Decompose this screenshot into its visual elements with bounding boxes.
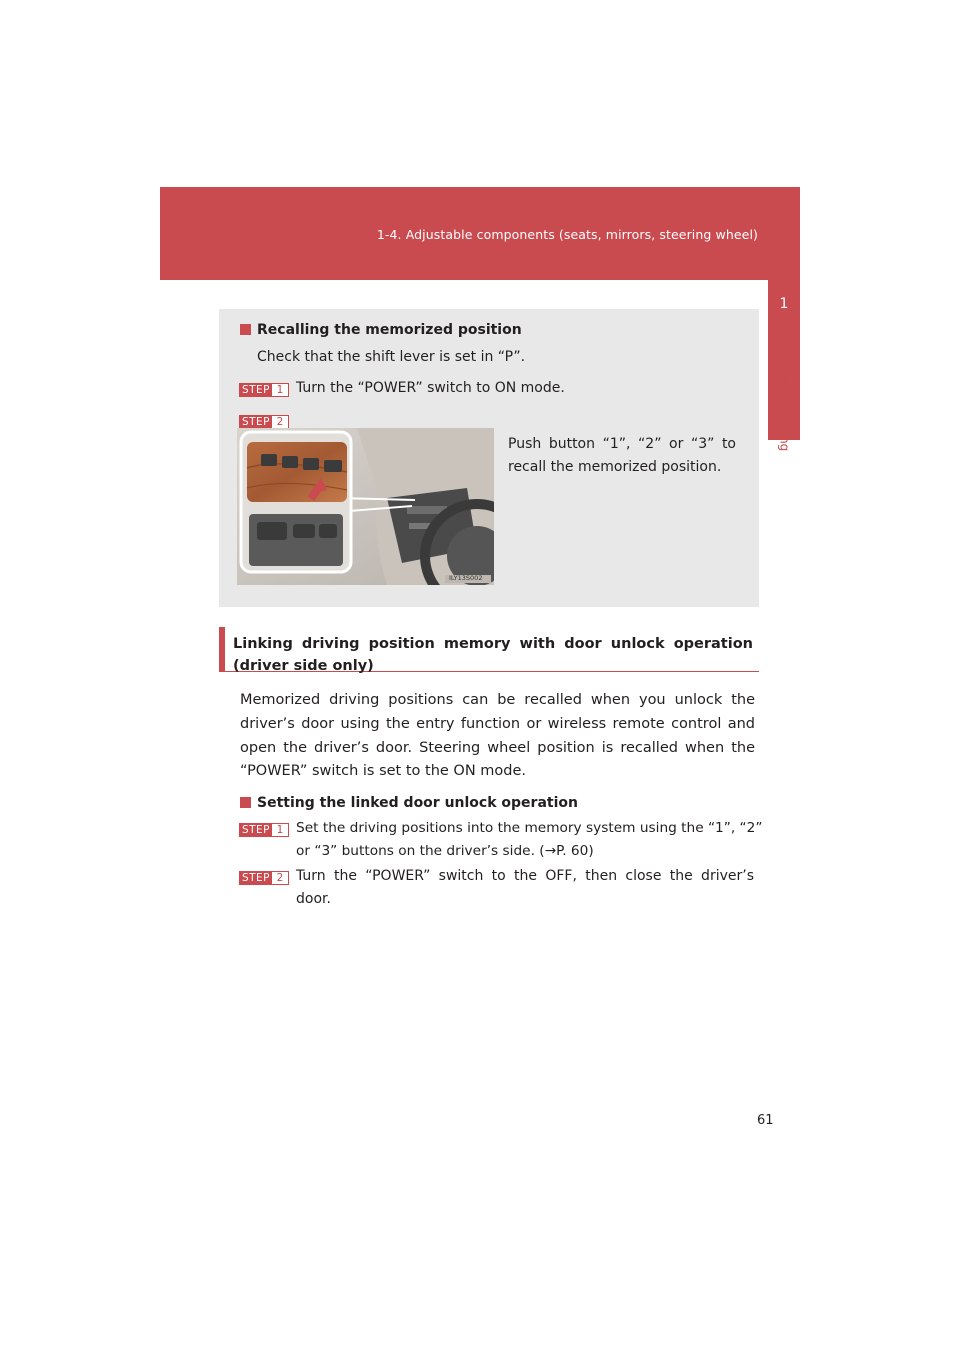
linking-paragraph: Memorized driving positions can be recalled when you unlock the driver’s door using the entry function or wireless remote control and open the driver’s door. Steering wheel position is recalled when the “POWER” switch is set to the ON mode.	[240, 692, 755, 780]
recall-heading	[240, 322, 522, 338]
linking-step1-line1: Set the driving positions into the memory system using the “1”, “2”	[296, 820, 763, 836]
page-number: 61	[757, 1113, 774, 1128]
recall-step1-text: Turn the “POWER” switch to ON mode.	[296, 380, 565, 396]
section-title: 1-4. Adjustable components (seats, mirrors, steering wheel)	[376, 227, 758, 242]
memory-buttons-illustration	[237, 428, 494, 585]
step-badge-label: STEP	[241, 872, 271, 884]
linking-section-heading: Linking driving position memory with door unlock operation (driver side only)	[219, 627, 759, 672]
chapter-label: Before driving	[777, 366, 791, 452]
step-badge-label: STEP	[241, 824, 271, 836]
chapter-label-wrap	[772, 366, 796, 452]
linking-step1-line2: or “3” buttons on the driver’s side. (→P. 60)	[296, 843, 594, 859]
linking-subheading	[240, 795, 578, 811]
step-badge-label: STEP	[241, 416, 271, 428]
door-panel-drawing	[237, 428, 494, 585]
step-badge-number: 2	[276, 872, 284, 884]
step-badge	[239, 871, 289, 885]
linking-subheading-text: Setting the linked door unlock operation	[257, 795, 578, 811]
step-badge	[239, 415, 289, 429]
step-badge-number: 1	[276, 824, 284, 836]
square-bullet-icon	[240, 324, 251, 335]
linking-step2-line1: Turn the “POWER” switch to the OFF, then close the driver’s	[296, 868, 754, 884]
recall-intro: Check that the shift lever is set in “P”.	[257, 349, 526, 365]
chapter-number: 1	[779, 296, 789, 312]
linking-step2-line2: door.	[296, 891, 331, 907]
step-badge-label: STEP	[241, 384, 271, 396]
recall-step2-line2: recall the memorized position.	[508, 459, 722, 475]
chapter-header-band	[160, 187, 800, 280]
recall-heading-text: Recalling the memorized position	[257, 322, 522, 338]
step-badge-number: 2	[276, 416, 284, 428]
step-badge	[239, 823, 289, 837]
square-bullet-icon	[240, 797, 251, 808]
step-badge-number: 1	[276, 384, 284, 396]
step-badge	[239, 383, 289, 397]
recall-step2-line1: Push button “1”, “2” or “3” to	[508, 436, 736, 452]
figure-code: ILY13S002	[449, 574, 483, 582]
